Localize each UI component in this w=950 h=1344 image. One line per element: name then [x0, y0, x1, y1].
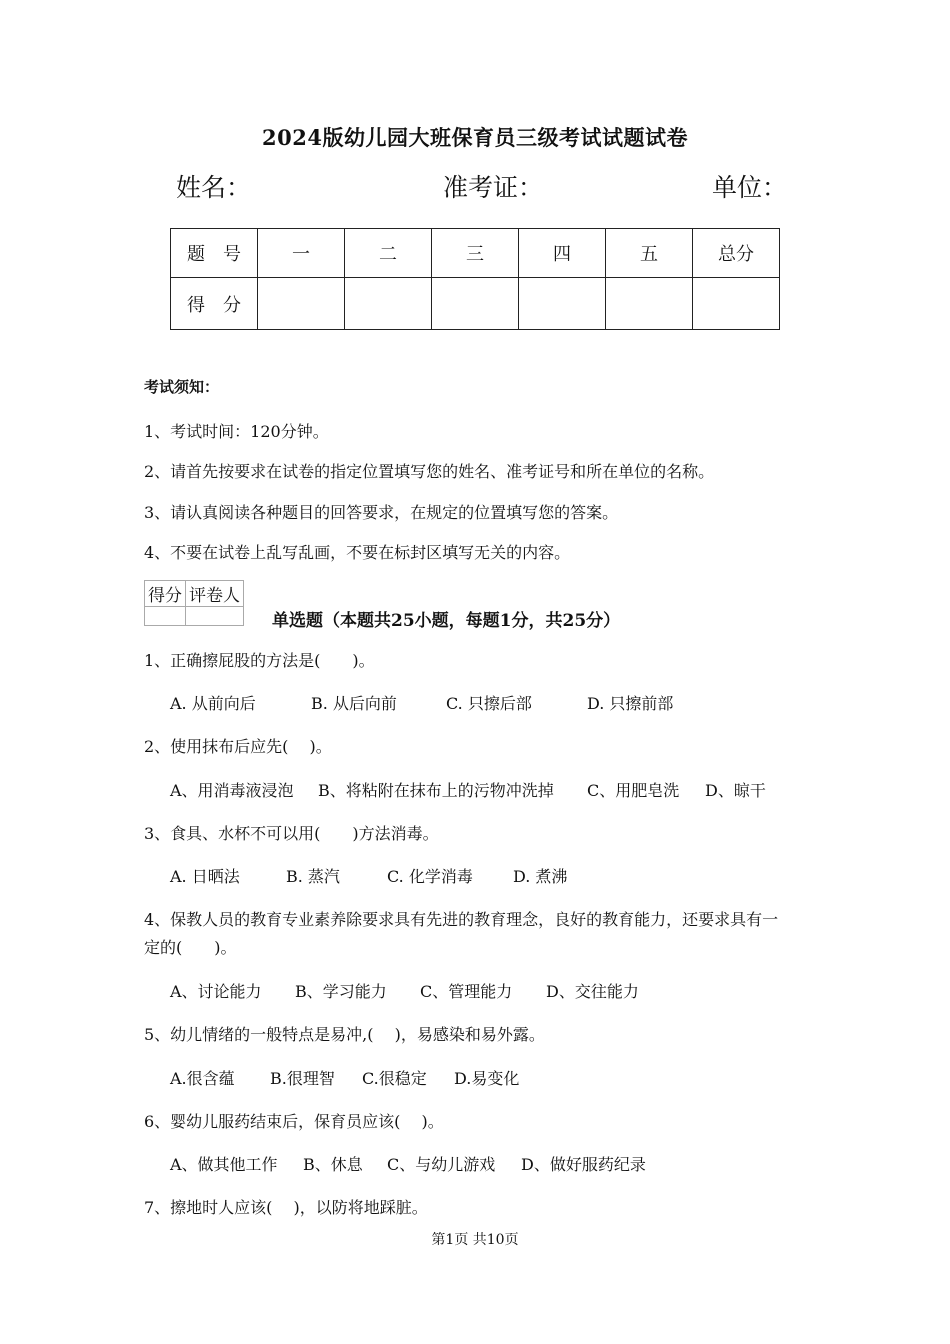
- score-cell[interactable]: [258, 278, 345, 330]
- question-stem: 5、幼儿情绪的一般特点是易冲,( )，易感染和易外露。: [144, 1025, 545, 1044]
- option[interactable]: A、做其他工作: [170, 1155, 278, 1174]
- question-stem: 1、正确擦屁股的方法是( )。: [144, 651, 375, 670]
- score-table-header-cell: 题 号: [171, 229, 258, 278]
- option[interactable]: B、学习能力: [295, 982, 387, 1001]
- score-table-header-cell: 一: [258, 229, 345, 278]
- score-cell[interactable]: [606, 278, 693, 330]
- notice-item: 2、请首先按要求在试卷的指定位置填写您的姓名、准考证号和所在单位的名称。: [144, 462, 715, 481]
- score-table: [170, 228, 780, 330]
- option[interactable]: B.很理智: [270, 1069, 335, 1088]
- score-row-label: 得 分: [171, 278, 258, 330]
- name-field-label: 姓名：: [176, 173, 252, 202]
- score-table-header-cell: 总分: [693, 229, 780, 278]
- score-table-header-cell: 五: [606, 229, 693, 278]
- option[interactable]: D.易变化: [454, 1069, 520, 1088]
- option[interactable]: A、讨论能力: [170, 982, 262, 1001]
- question-stem: 2、使用抹布后应先( )。: [144, 737, 332, 756]
- score-cell[interactable]: [432, 278, 519, 330]
- notice-item: 1、考试时间：120分钟。: [144, 422, 329, 441]
- option[interactable]: B. 从后向前: [311, 694, 397, 713]
- option[interactable]: A. 日晒法: [170, 867, 240, 886]
- rater-score-cell[interactable]: [145, 607, 186, 626]
- score-table-header-cell: 三: [432, 229, 519, 278]
- score-cell[interactable]: [693, 278, 780, 330]
- question-stem: 7、擦地时人应该( )，以防将地踩脏。: [144, 1198, 428, 1217]
- score-table-header-row: [171, 229, 780, 278]
- rater-name-label: 评卷人: [186, 581, 244, 607]
- score-table-header-cell: 四: [519, 229, 606, 278]
- unit-field-label: 单位：: [712, 173, 788, 202]
- page-footer: 第1页 共10页: [431, 1232, 519, 1248]
- option[interactable]: B. 蒸汽: [286, 867, 340, 886]
- score-table-header-cell: 二: [345, 229, 432, 278]
- notice-item: 4、不要在试卷上乱写乱画，不要在标封区填写无关的内容。: [144, 543, 571, 562]
- option[interactable]: D、晾干: [705, 781, 766, 800]
- option[interactable]: A.很含蕴: [170, 1069, 235, 1088]
- question-stem-continued: 定的( )。: [144, 938, 237, 957]
- question-stem: 6、婴幼儿服药结束后，保育员应该( )。: [144, 1112, 444, 1131]
- option[interactable]: B、休息: [303, 1155, 363, 1174]
- section-title: 单选题（本题共25小题，每题1分，共25分）: [272, 611, 621, 631]
- score-cell[interactable]: [345, 278, 432, 330]
- rater-name-cell[interactable]: [186, 607, 244, 626]
- option[interactable]: D、做好服药纪录: [521, 1155, 646, 1174]
- option[interactable]: C. 化学消毒: [387, 867, 473, 886]
- option[interactable]: D. 煮沸: [513, 867, 568, 886]
- option[interactable]: A、用消毒液浸泡: [170, 781, 294, 800]
- option[interactable]: B、将粘附在抹布上的污物冲洗掉: [318, 781, 554, 800]
- score-cell[interactable]: [519, 278, 606, 330]
- notice-heading: 考试须知：: [144, 378, 220, 396]
- notice-item: 3、请认真阅读各种题目的回答要求，在规定的位置填写您的答案。: [144, 503, 619, 522]
- option[interactable]: C.很稳定: [362, 1069, 427, 1088]
- option[interactable]: C、与幼儿游戏: [387, 1155, 496, 1174]
- option[interactable]: A. 从前向后: [170, 694, 256, 713]
- option[interactable]: C、用肥皂洗: [587, 781, 680, 800]
- question-stem: 3、食具、水杯不可以用( )方法消毒。: [144, 824, 439, 843]
- question-stem: 4、保教人员的教育专业素养除要求具有先进的教育理念，良好的教育能力，还要求具有一: [144, 910, 779, 929]
- option[interactable]: D. 只擦前部: [587, 694, 674, 713]
- exam-id-field-label: 准考证：: [443, 173, 544, 202]
- score-table-score-row: [171, 278, 780, 330]
- rater-score-label: 得分: [145, 581, 186, 607]
- option[interactable]: D、交往能力: [546, 982, 639, 1001]
- option[interactable]: C. 只擦后部: [446, 694, 532, 713]
- option[interactable]: C、管理能力: [420, 982, 513, 1001]
- page-title: 2024版幼儿园大班保育员三级考试试题试卷: [262, 125, 688, 150]
- rater-box: [144, 580, 244, 626]
